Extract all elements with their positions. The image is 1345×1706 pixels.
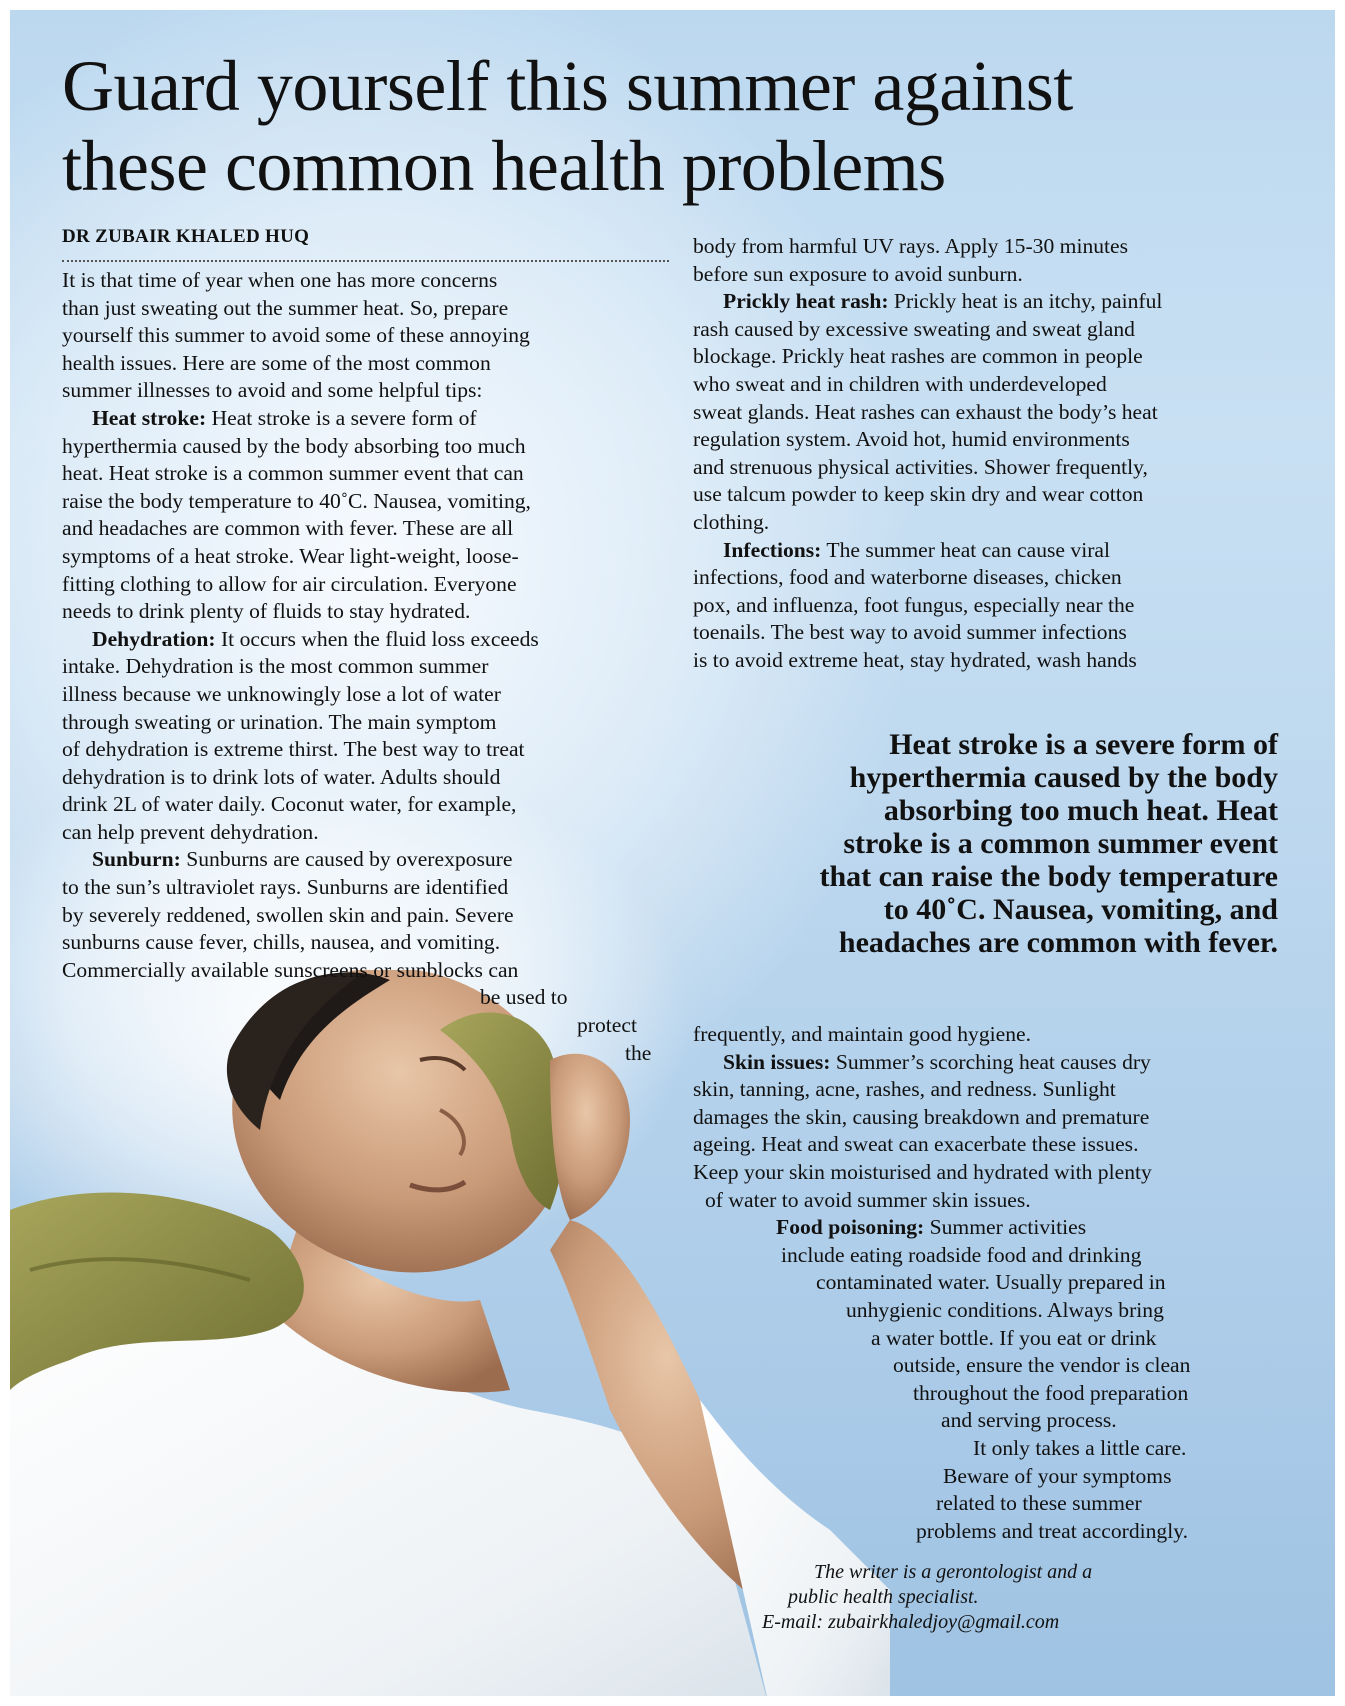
infections-line: infections, food and waterborne diseases, chicken <box>693 565 1122 590</box>
food-poisoning-line: a water bottle. If you eat or drink <box>871 1325 1157 1350</box>
prickly-heat-heading: Prickly heat rash: <box>723 289 889 314</box>
heat-stroke-heading: Heat stroke: <box>92 405 207 430</box>
intro-line: than just sweating out the summer heat. So, prepare <box>62 295 509 320</box>
closing-line: Beware of your symptoms <box>943 1463 1172 1488</box>
sunburn-tail-line: protect <box>577 1013 637 1038</box>
credit-email: E-mail: zubairkhaledjoy@gmail.com <box>762 1611 1060 1633</box>
prickly-heat-line: use talcum powder to keep skin dry and wear cotton <box>693 482 1144 507</box>
infections-line: pox, and influenza, foot fungus, especially near the <box>693 592 1135 617</box>
pull-quote-line: to 40˚C. Nausea, vomiting, and <box>883 893 1278 926</box>
dehydration-line: intake. Dehydration is the most common summer <box>62 654 489 679</box>
heat-stroke-line: fitting clothing to allow for air circulation. Everyone <box>62 571 517 596</box>
sunburn-heading: Sunburn: <box>92 847 181 872</box>
byline-divider <box>62 260 669 262</box>
prickly-heat-line: rash caused by excessive sweating and sweat gland <box>693 316 1135 341</box>
prickly-heat-line: clothing. <box>693 509 770 534</box>
prickly-heat-line: sweat glands. Heat rashes can exhaust the body’s heat <box>693 399 1158 424</box>
skin-issues-text: Summer’s scorching heat causes dry <box>830 1049 1151 1074</box>
intro-line: health issues. Here are some of the most common <box>62 350 491 375</box>
dehydration-line: drink 2L of water daily. Coconut water, for example, <box>62 792 517 817</box>
sunburn-tail-line: the <box>625 1040 652 1065</box>
intro-line: summer illnesses to avoid and some helpful tips: <box>62 378 483 403</box>
heat-stroke-line: symptoms of a heat stroke. Wear light-weight, loose- <box>62 543 519 568</box>
infections-line: is to avoid extreme heat, stay hydrated, wash hands <box>693 647 1137 672</box>
pull-quote-line: absorbing too much heat. Heat <box>883 794 1278 827</box>
sunburn-line: sunburns cause fever, chills, nausea, and vomiting. <box>62 930 501 955</box>
article-page <box>10 10 1335 1696</box>
heat-stroke-line: heat. Heat stroke is a common summer event that can <box>62 461 524 486</box>
heat-stroke-line: and headaches are common with fever. These are all <box>62 516 514 541</box>
infections-text: The summer heat can cause viral <box>821 537 1110 562</box>
pull-quote <box>819 728 1278 959</box>
infections-heading: Infections: <box>723 537 822 562</box>
headline-line-2: these common health problems <box>62 126 946 206</box>
sunburn-text: Sunburns are caused by overexposure <box>180 847 513 872</box>
food-poisoning-line: and serving process. <box>941 1408 1117 1433</box>
food-poisoning-line: unhygienic conditions. Always bring <box>846 1297 1164 1322</box>
intro-line: It is that time of year when one has more concerns <box>62 268 498 292</box>
dehydration-line: through sweating or urination. The main symptom <box>62 709 497 734</box>
closing-line: problems and treat accordingly. <box>916 1518 1189 1543</box>
closing-line: related to these summer <box>936 1491 1142 1516</box>
dehydration-text: It occurs when the fluid loss exceeds <box>215 626 539 651</box>
food-poisoning-line: outside, ensure the vendor is clean <box>893 1353 1191 1378</box>
sunburn-line: to the sun’s ultraviolet rays. Sunburns are identified <box>62 875 509 900</box>
pull-quote-line: that can raise the body temperature <box>819 860 1278 893</box>
credit-line: public health specialist. <box>788 1586 979 1608</box>
infections-first-line <box>693 537 1162 565</box>
prickly-heat-first-line <box>693 288 1162 316</box>
pull-quote-line: hyperthermia caused by the body <box>849 761 1278 794</box>
skin-issues-line: skin, tanning, acne, rashes, and redness. Sunlight <box>693 1077 1116 1102</box>
pull-quote-line: headaches are common with fever. <box>838 926 1278 959</box>
headline-line-1: Guard yourself this summer against <box>62 46 1073 126</box>
byline: DR ZUBAIR KHALED HUQ <box>62 226 310 247</box>
prickly-heat-line: regulation system. Avoid hot, humid environments <box>693 427 1130 452</box>
skin-issues-line: damages the skin, causing breakdown and premature <box>693 1104 1150 1129</box>
dehydration-line: of dehydration is extreme thirst. The best way to treat <box>62 737 525 762</box>
heat-stroke-first-line <box>62 405 651 433</box>
closing-line: It only takes a little care. <box>973 1435 1187 1460</box>
dehydration-line: can help prevent dehydration. <box>62 819 319 844</box>
sunburn-continued-line: before sun exposure to avoid sunburn. <box>693 261 1023 286</box>
sunburn-tail-line: be used to <box>480 985 568 1010</box>
prickly-heat-line: and strenuous physical activities. Shower frequently, <box>693 454 1148 479</box>
food-poisoning-first-line <box>693 1214 1190 1242</box>
sunburn-line: Commercially available sunscreens or sunblocks can <box>62 957 519 982</box>
intro-line: yourself this summer to avoid some of these annoying <box>62 323 530 348</box>
prickly-heat-line: blockage. Prickly heat rashes are common in people <box>693 344 1143 369</box>
pull-quote-line: Heat stroke is a severe form of <box>889 728 1278 761</box>
dehydration-first-line <box>62 626 651 654</box>
credit-line: The writer is a gerontologist and a <box>814 1561 1093 1583</box>
dehydration-line: illness because we unknowingly lose a lot of water <box>62 681 501 706</box>
dehydration-heading: Dehydration: <box>92 626 216 651</box>
food-poisoning-line: throughout the food preparation <box>913 1380 1189 1405</box>
food-poisoning-line: contaminated water. Usually prepared in <box>816 1270 1166 1295</box>
right-column-bottom <box>693 1021 1190 1545</box>
prickly-heat-line: who sweat and in children with underdeveloped <box>693 371 1107 396</box>
infections-end-line: frequently, and maintain good hygiene. <box>693 1022 1032 1046</box>
skin-issues-line: Keep your skin moisturised and hydrated with plenty <box>693 1159 1152 1184</box>
pull-quote-line: stroke is a common summer event <box>843 827 1278 860</box>
skin-issues-line: ageing. Heat and sweat can exacerbate these issues. <box>693 1132 1139 1157</box>
left-column <box>62 267 651 1067</box>
heat-stroke-line: raise the body temperature to 40˚C. Nausea, vomiting, <box>62 488 531 513</box>
food-poisoning-line: include eating roadside food and drinking <box>781 1242 1142 1267</box>
sunburn-continued-line: body from harmful UV rays. Apply 15-30 minutes <box>693 234 1129 258</box>
author-credit <box>762 1560 1093 1635</box>
heat-stroke-line: hyperthermia caused by the body absorbing too much <box>62 433 526 458</box>
skin-issues-first-line <box>693 1049 1190 1077</box>
heat-stroke-text: Heat stroke is a severe form of <box>206 405 477 430</box>
food-poisoning-heading: Food poisoning: <box>776 1215 925 1240</box>
sunburn-line: by severely reddened, swollen skin and pain. Severe <box>62 902 514 927</box>
food-poisoning-text: Summer activities <box>924 1215 1087 1240</box>
heat-stroke-line: needs to drink plenty of fluids to stay hydrated. <box>62 599 471 624</box>
right-column-top <box>693 233 1162 675</box>
skin-issues-line: of water to avoid summer skin issues. <box>705 1187 1031 1212</box>
sunburn-first-line <box>62 846 651 874</box>
dehydration-line: dehydration is to drink lots of water. Adults should <box>62 764 501 789</box>
prickly-heat-text: Prickly heat is an itchy, painful <box>888 289 1163 314</box>
infections-line: toenails. The best way to avoid summer infections <box>693 620 1127 645</box>
headline <box>62 46 1073 206</box>
skin-issues-heading: Skin issues: <box>723 1049 831 1074</box>
